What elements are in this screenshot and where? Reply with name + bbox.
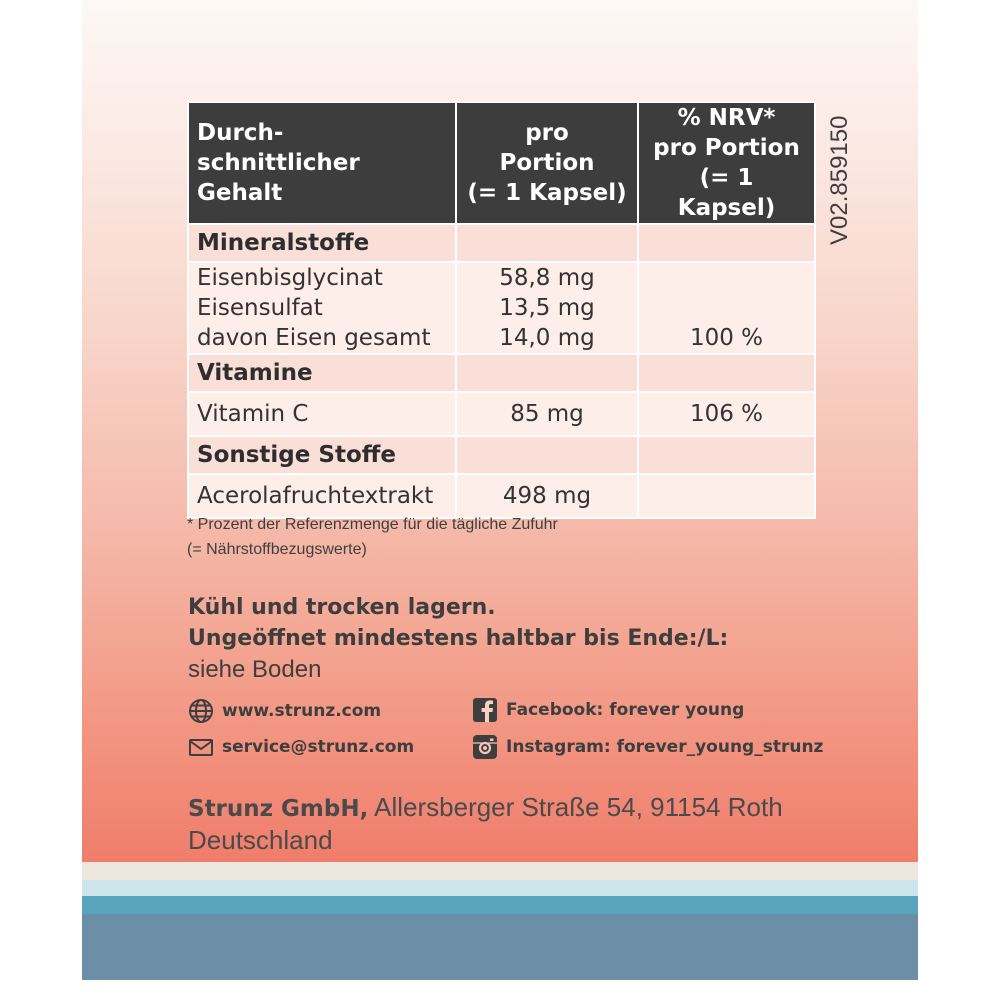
nutrient-names: Eisenbisglycinat Eisensulfat davon Eisen gesamt xyxy=(188,262,456,354)
nutrient-nrv: 106 % xyxy=(638,392,815,436)
section-title: Vitamine xyxy=(188,354,456,392)
nutrient-portion: 498 mg xyxy=(456,474,638,518)
company-name: Strunz GmbH, xyxy=(188,796,369,822)
table-header-row xyxy=(188,102,815,224)
address-line-1 xyxy=(188,792,908,825)
company-address xyxy=(188,792,908,856)
section-title: Mineralstoffe xyxy=(188,224,456,262)
decor-stripe-cream xyxy=(82,862,918,880)
header-per-portion: pro Portion (= 1 Kapsel) xyxy=(456,102,638,224)
footnote-line: * Prozent der Referenzmenge für die tägliche Zufuhr xyxy=(187,516,558,533)
best-before-label: Ungeöffnet mindestens haltbar bis Ende:/L: xyxy=(188,626,729,651)
website-text: www.strunz.com xyxy=(222,701,382,721)
envelope-icon xyxy=(188,734,214,760)
facebook-link[interactable] xyxy=(472,697,744,723)
footnote xyxy=(187,512,787,562)
facebook-icon xyxy=(472,697,498,723)
nutrient-name: Acerolafruchtextrakt xyxy=(188,474,456,518)
nutrient-portion: 85 mg xyxy=(456,392,638,436)
storage-instruction: Kühl und trocken lagern. xyxy=(188,595,496,620)
section-title: Sonstige Stoffe xyxy=(188,436,456,474)
header-nrv: % NRV* pro Portion (= 1 Kapsel) xyxy=(638,102,815,224)
decor-stripe-blue xyxy=(82,896,918,914)
table-row xyxy=(188,262,815,354)
section-row-minerals xyxy=(188,224,815,262)
email-text: service@strunz.com xyxy=(222,737,415,757)
website-link[interactable] xyxy=(188,698,381,724)
nutrient-nrv-values: 100 % xyxy=(638,262,815,354)
nutrition-table xyxy=(187,101,816,519)
section-row-vitamins xyxy=(188,354,815,392)
instagram-text: Instagram: forever_young_strunz xyxy=(506,737,824,757)
email-link[interactable] xyxy=(188,734,414,760)
nutrient-name: Vitamin C xyxy=(188,392,456,436)
section-row-other xyxy=(188,436,815,474)
facebook-text: Facebook: forever young xyxy=(506,700,745,720)
address-country: Deutschland xyxy=(188,825,333,855)
globe-icon xyxy=(188,698,214,724)
header-average-content: Durch- schnittlicher Gehalt xyxy=(188,102,456,224)
instagram-icon xyxy=(472,734,498,760)
street-address: Allersberger Straße 54, 91154 Roth xyxy=(368,792,783,822)
batch-code: V02.859150 xyxy=(826,115,853,245)
best-before-value: siehe Boden xyxy=(188,656,322,683)
decor-stripe-slate xyxy=(82,914,918,980)
storage-info xyxy=(188,592,908,685)
nutrient-portion-values: 58,8 mg 13,5 mg 14,0 mg xyxy=(456,262,638,354)
table-row xyxy=(188,392,815,436)
footnote-line: (= Nährstoffbezugswerte) xyxy=(187,541,367,558)
decor-stripe-lightblue xyxy=(82,880,918,896)
instagram-link[interactable] xyxy=(472,734,823,760)
